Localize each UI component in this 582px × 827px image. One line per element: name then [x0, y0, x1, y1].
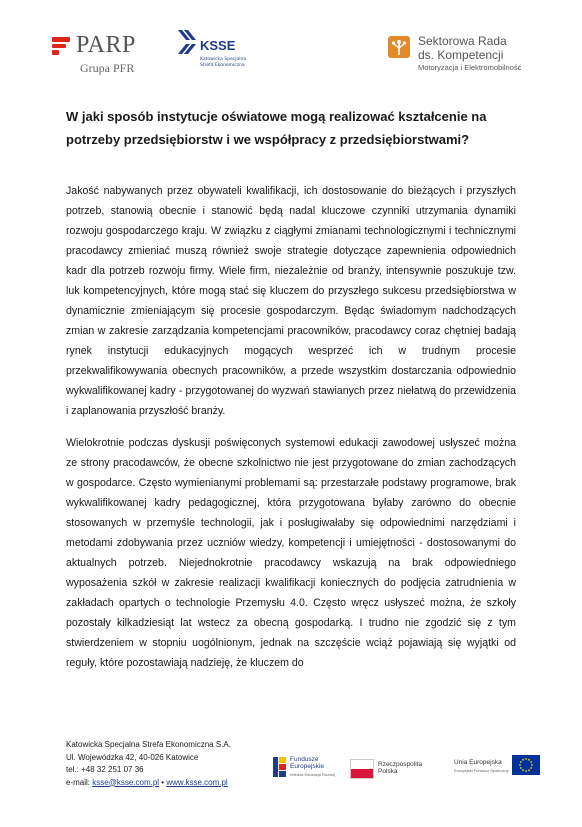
document-footer — [66, 739, 536, 799]
footer-address: Ul. Wojewódzka 42, 40-026 Katowice — [66, 752, 199, 762]
rzeczpospolita-text: Rzeczpospolita Polska — [378, 761, 423, 775]
srk-title-line2: ds. Kompetencji — [418, 48, 504, 62]
ksse-logo-icon — [176, 28, 200, 56]
srk-subtitle: Motoryzacja i Elektromobilność — [418, 63, 522, 72]
srk-tree-logo-icon — [388, 36, 410, 60]
fundusze-text: Fundusze Europejskie — [290, 756, 324, 770]
srk-title-line1: Sektorowa Rada — [418, 34, 507, 48]
footer-email-label: e-mail: — [66, 777, 91, 787]
ue-title: Unia Europejska — [454, 759, 502, 766]
document-body — [66, 105, 516, 673]
footer-logos — [272, 755, 538, 785]
rzeczpospolita-polska-logo — [350, 759, 434, 783]
fundusze-europejskie-logo — [272, 755, 344, 783]
parp-subtitle: Grupa PFR — [80, 61, 135, 75]
document-header — [0, 0, 582, 95]
parp-name: PARP — [76, 32, 136, 58]
footer-company: Katowicka Specjalna Strefa Ekonomiczna S.A. — [66, 740, 231, 749]
footer-contact — [66, 739, 266, 789]
footer-phone: tel.: +48 32 251 07 36 — [66, 765, 144, 774]
paragraph-1: Jakość nabywanych przez obywateli kwalifikacji, ich dostosowanie do bieżących i przyszłych potrzeb, stanowią obecnie i stanowić będą nadal kluczowe czynniki utrzymania dynamiki rozwoju gospodarczego kraju. W związku z ciągłymi zmianami technologicznymi i technicznymi pracodawcy zmieniać muszą również swoje strategie dotyczące zapewnienia odpowiednich kadr dla potrzeb rozwoju firmy. Wiele firm, niezależnie od branży, intensywnie poszukuje tzw. luk kompetencyjnych, które mogą stać się kluczem do przyszłego sukcesu przedsiębiorstwa w dynamicznie zmieniającym się procesie gospodarczym. Będąc świadomym nadchodzących zmian w zakresie zarządzania kompetencjami pracowników, pracodawcy coraz chętniej badają rynek instytucji edukacyjnych mogących wesprzeć ich w trudnym procesie przekwalifikowywania obecnych pracowników, a przede wszystkim dostarczania odpowiednio wykwalifikowanej kadry - przygotowanej do wyzwań stawianych przez niełatwą do przewidzenia i zaplanowania przyszłość branży. — [66, 185, 516, 417]
ue-fund: Europejski Fundusz Społeczny — [454, 768, 509, 773]
unia-europejska-logo — [454, 755, 540, 783]
fundusze-europejskie-icon — [272, 755, 288, 779]
eu-flag-icon — [512, 755, 540, 775]
paragraph-2: Wielokrotnie podczas dyskusji poświęconych systemowi edukacji zawodowej usłyszeć można ze strony pracodawców, że obecne szkolnictwo nie jest przygotowane do zmian zachodzących w gospodarce. Często wymienianymi problemami są: przestarzałe podstawy programowe, brak wykwalifikowanej kadry pedagogicznej, która przygotowana byłaby zarówno do obecnie stosowanych w przemyśle technologii, jak i posługiwałaby się odpowiednimi narzędziami i metodami zdobywania przez uczniów wiedzy, kompetencji i umiejętności - dostosowanymi do aktualnych potrzeb. Niejednokrotnie pracodawcy wskazują na brak odpowiedniego wyposażenia szkół w zakresie realizacji kwalifikacji koniecznych do podjęcia zatrudnienia w zakładach opartych o technologie Przemysłu 4.0. Często wręcz usłyszeć można, że szkoły pozostały kilkadziesiąt lat wstecz za obecną gospodarką. I trudno nie zgodzić się z tym stwierdzeniem w stopniu uogólnionym, jednak na szczęście wciąż pojawiają się wyjątki od reguły, które pozostawiają nadzieję, że kluczem do — [66, 437, 516, 669]
document-heading: W jaki sposób instytucje oświatowe mogą realizować kształcenie na potrzeby przedsiębiorstw i we współpracy z przedsiębiorstwami? — [66, 109, 487, 147]
ksse-subtitle: Katowicka Specjalna Strefa Ekonomiczna — [200, 57, 247, 68]
polish-flag-icon — [350, 759, 374, 779]
email-link[interactable]: ksse@ksse.com.pl — [92, 777, 160, 787]
footer-separator: • — [161, 777, 165, 787]
parp-logo — [50, 34, 170, 80]
srk-logo — [388, 34, 548, 74]
ksse-name: KSSE — [200, 38, 236, 53]
parp-logo-icon — [50, 36, 72, 56]
footer-links — [66, 777, 266, 790]
ksse-logo — [176, 26, 256, 82]
fundusze-program: Wiedza Edukacja Rozwój — [290, 772, 336, 777]
website-link[interactable]: www.ksse.com.pl — [166, 777, 228, 787]
